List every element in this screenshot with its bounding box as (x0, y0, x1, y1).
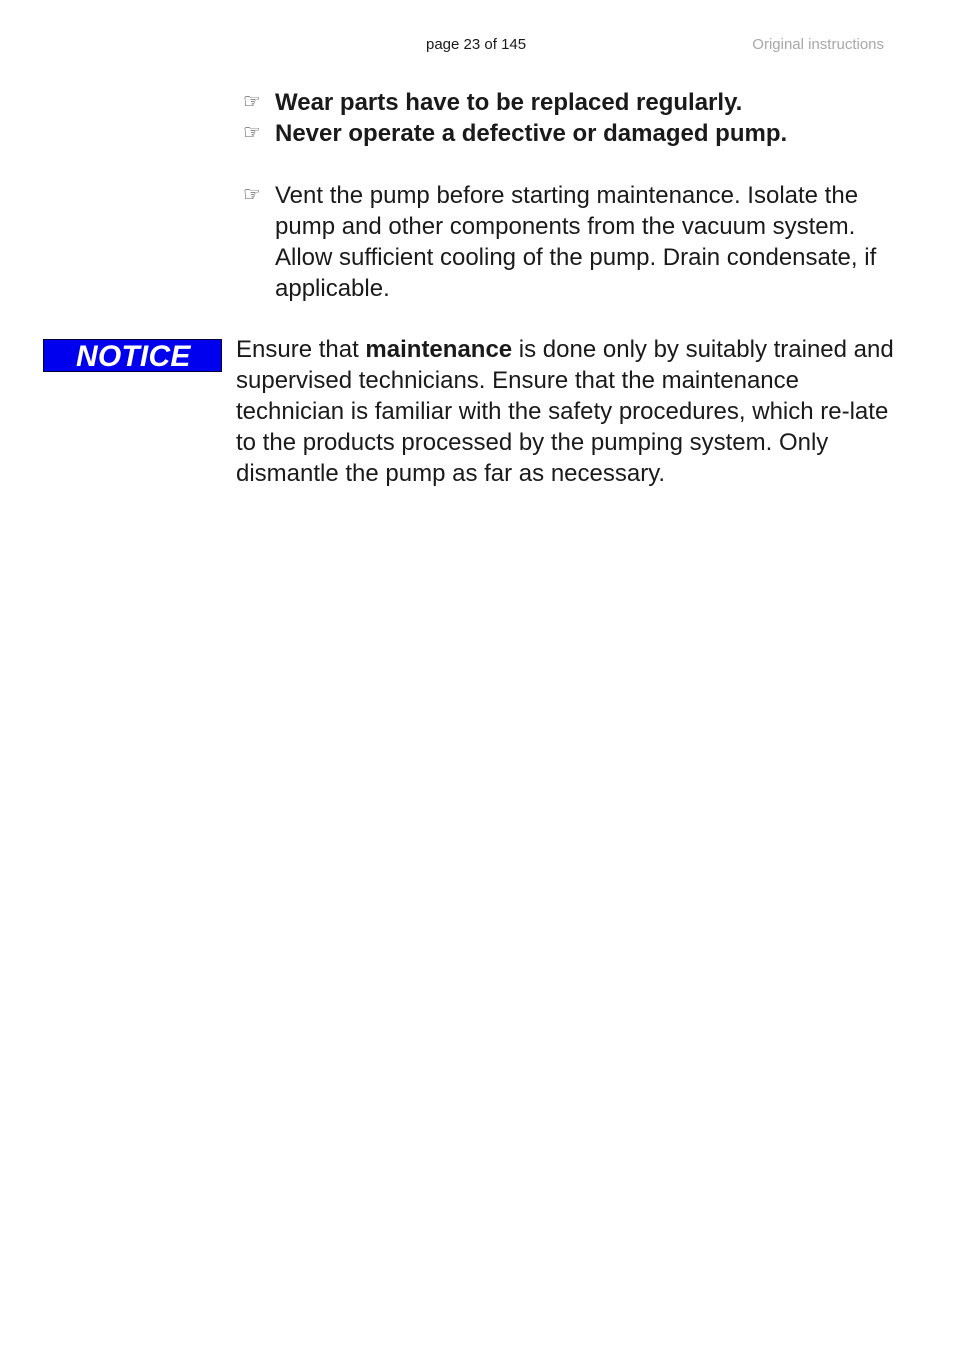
warning-text: Never operate a defective or damaged pump. (275, 120, 788, 147)
instruction-text: Vent the pump before starting maintenance. Isolate the pump and other components from the vacuum system. Allow sufficient cooling of the pump. Drain condensate, if applicable. (275, 182, 877, 302)
instruction-item (243, 180, 893, 304)
notice-text-after: is done only by suitably trained and supervised technicians. Ensure that the maintenance technician is familiar with the safety procedures, which re-late to the products processed by the pumping system. Only dismantle the pump as far as necessary. (236, 336, 894, 487)
pointing-hand-icon: ☞ (243, 91, 261, 113)
warning-list (243, 87, 893, 149)
warning-text: Wear parts have to be replaced regularly. (275, 89, 743, 116)
instruction-list (243, 180, 893, 304)
notice-badge: NOTICE (43, 339, 222, 372)
page-header-page-number: page 23 of 145 (426, 36, 527, 53)
warning-item (243, 118, 893, 149)
page-header-doc-type: Original instructions (752, 36, 884, 53)
warning-item (243, 87, 893, 118)
notice-text (236, 334, 896, 489)
pointing-hand-icon: ☞ (243, 122, 261, 144)
notice-text-bold: maintenance (365, 336, 513, 363)
pointing-hand-icon: ☞ (243, 184, 261, 206)
notice-text-before: Ensure that (236, 336, 366, 363)
